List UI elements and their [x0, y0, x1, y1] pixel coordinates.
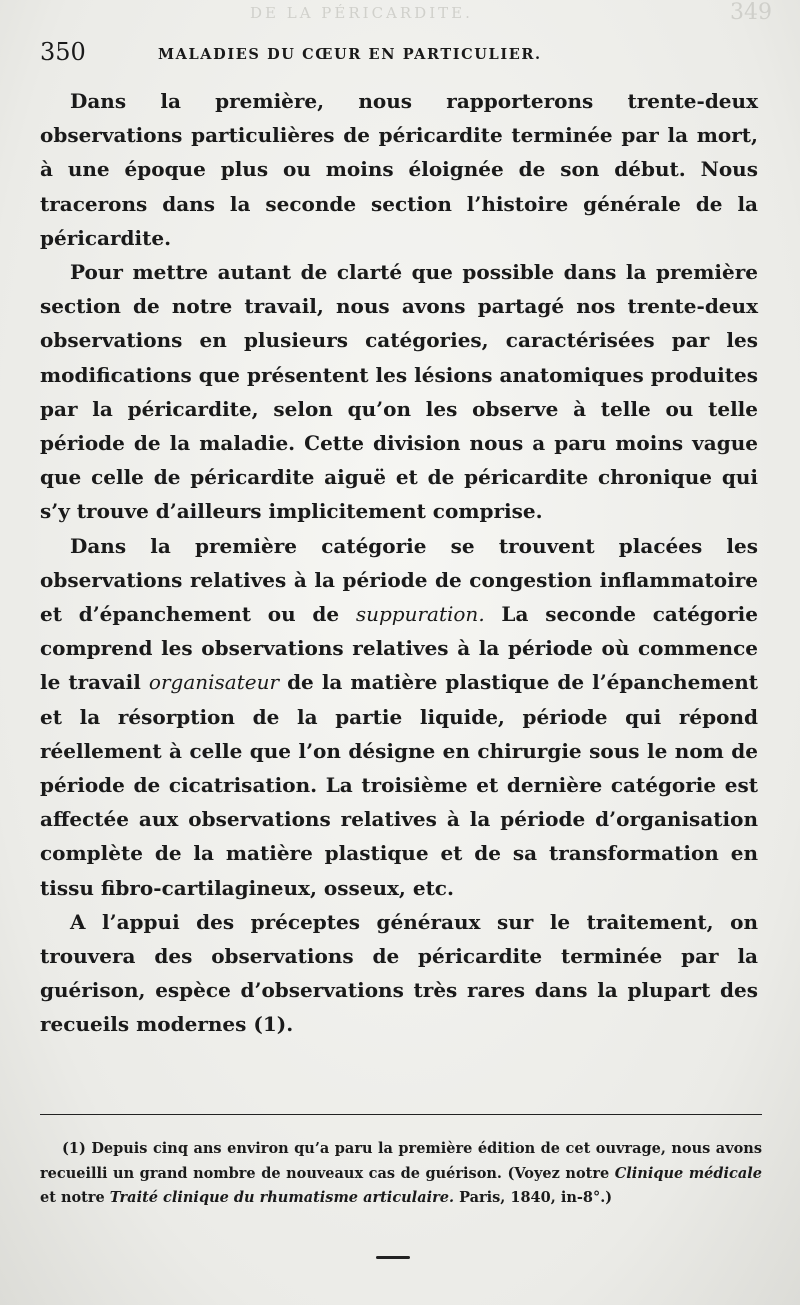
bleed-through-page-number: 349 [730, 0, 772, 25]
end-ornament [376, 1256, 410, 1259]
page-number: 350 [40, 38, 86, 66]
bleed-through-running-head: DE LA PÉRICARDITE. [250, 4, 473, 22]
footnote-paragraph [40, 1137, 762, 1211]
paragraph-3-italic-organisateur: organisateur [148, 670, 280, 695]
paragraph-3-text-a: Dans la première catégorie se trouvent placées les observations relatives à la période de congestion inflammatoire et d’épanchement ou de [40, 533, 758, 627]
footnote-text-b: et notre [40, 1189, 110, 1207]
paragraph-1: Dans la première, nous rapporterons trente-deux observations particulières de péricardite terminée par la mort, à une époque plus ou moins éloignée de son début. Nous tracerons dans la seconde section l’histoire générale de la péricardite. [40, 89, 758, 250]
paragraph-3-text-b: La seconde catégorie comprend les observations relatives à la période où commence le travail [40, 602, 758, 695]
footnote-rule [40, 1114, 762, 1115]
running-head: MALADIES DU CŒUR EN PARTICULIER. [158, 46, 542, 63]
paragraph-3 [40, 529, 758, 905]
footnote-text-c: Paris, 1840, in-8°.) [454, 1189, 613, 1207]
footnote-text-a: (1) Depuis cinq ans environ qu’a paru la première édition de cet ouvrage, nous avons recueilli un grand nombre de nouveaux cas de guérison. (Voyez notre [40, 1140, 762, 1182]
paragraph-4: A l’appui des préceptes généraux sur le traitement, on trouvera des observations de péricardite terminée par la guérison, espèce d’observations très rares dans la plupart des recueils modernes (1). [40, 909, 758, 1037]
paragraph-3-text-c: de la matière plastique de l’épanchement et la résorption de la partie liquide, période qui répond réellement à celle que l’on désigne en chirurgie sous le nom de période de cicatrisation. La troisième et dernière catégorie est affectée aux observations relatives à la période d’organisation complète de la matière plastique et de sa transformation en tissu fibro-cartilagineux, osseux, etc. [40, 670, 758, 900]
bleed-through-text [250, 0, 772, 25]
paragraph-2: Pour mettre autant de clarté que possible dans la première section de notre travail, nous avons partagé nos trente-deux observations en plusieurs catégories, caractérisées par les modifications que présentent les lésions anatomiques produites par la péricardite, selon qu’on les observe à telle ou telle période de la maladie. Cette division nous a paru moins vague que celle de péricardite aiguë et de péricardite chronique qui s’y trouve d’ailleurs implicitement comprise. [40, 260, 758, 524]
footnote-italic-traite: Traité clinique du rhumatisme articulaire. [109, 1189, 455, 1207]
footnote-italic-clinique: Clinique médicale [614, 1164, 762, 1182]
body-text [40, 84, 758, 1042]
footnote [40, 1137, 762, 1211]
page-header [40, 38, 760, 68]
paragraph-3-italic-suppuration: suppuration. [355, 602, 485, 627]
